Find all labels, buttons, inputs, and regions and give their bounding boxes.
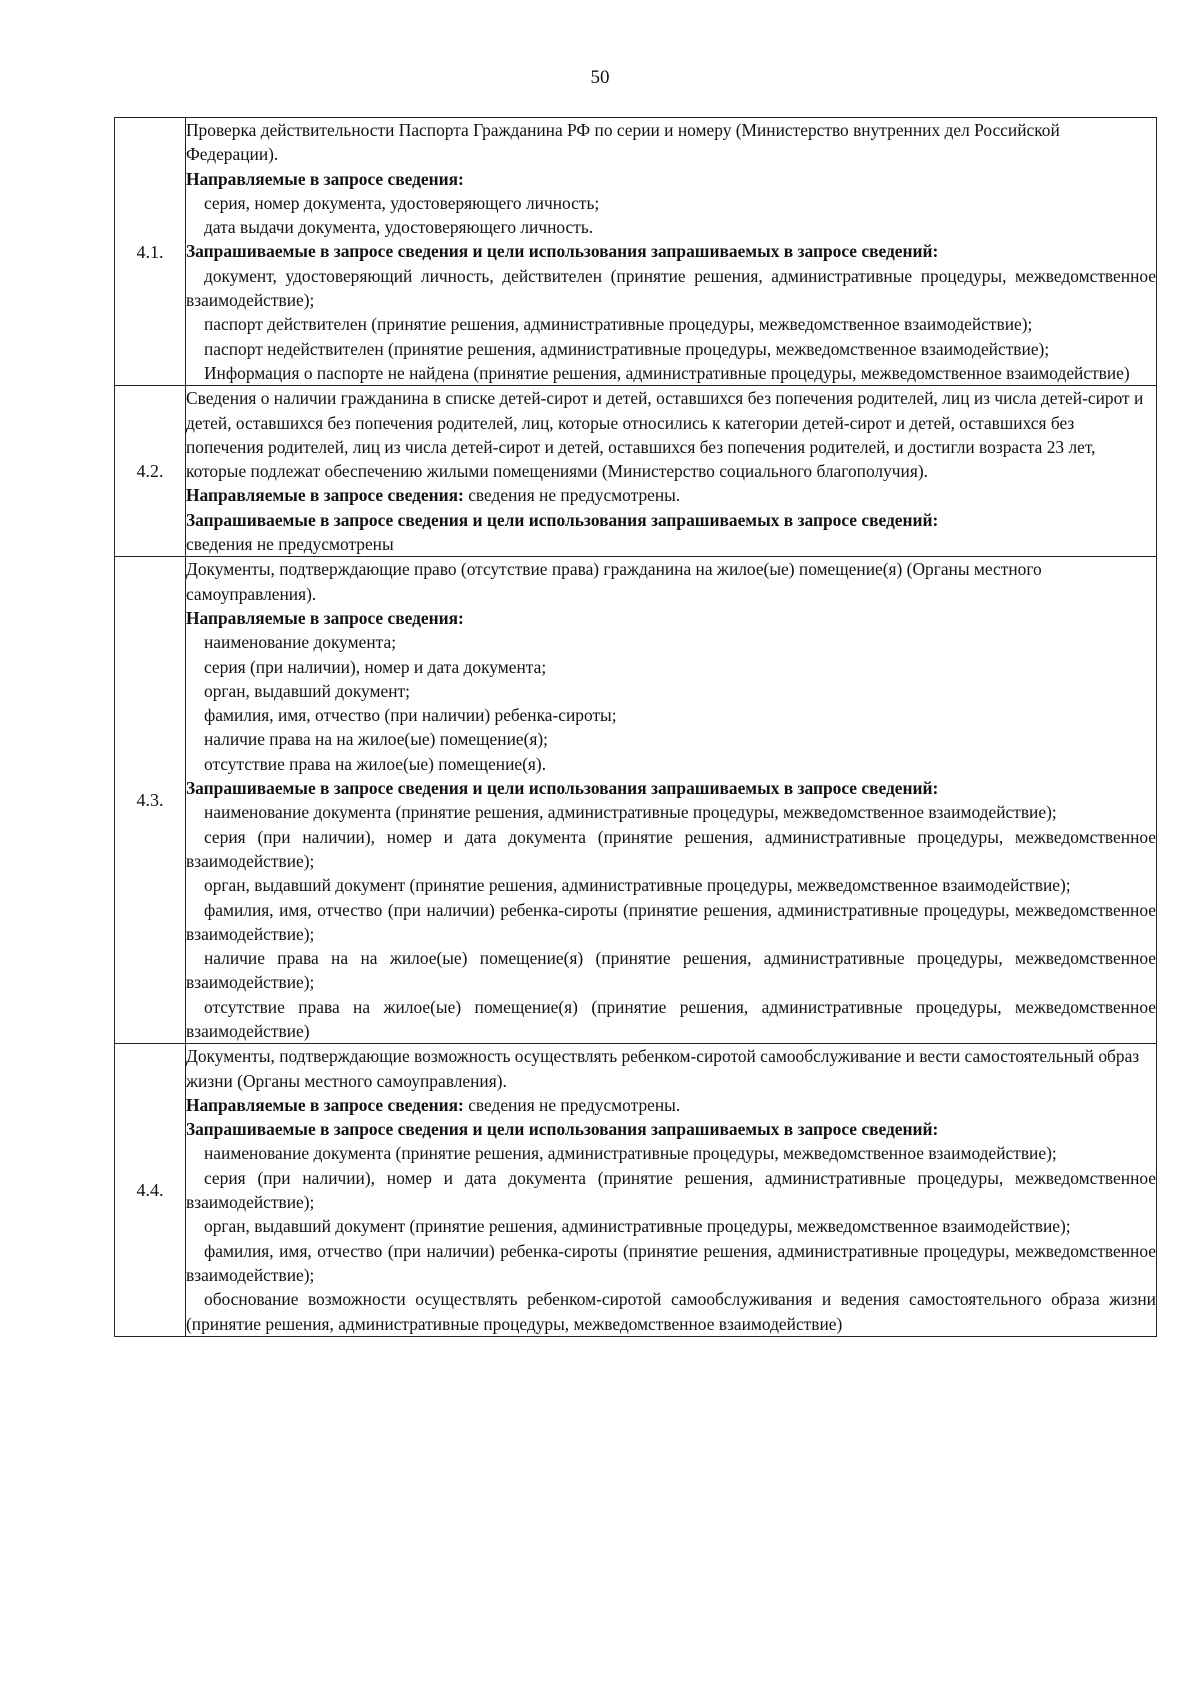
list-item: наименование документа (принятие решения, административные процедуры, межведомственное взаимодействие);: [204, 802, 1057, 823]
list-item: фамилия, имя, отчество (при наличии) ребенка-сироты (принятие решения, административные процедуры, межведомственное взаимодействие);: [186, 1240, 1156, 1285]
sent-label: Направляемые в запросе сведения:: [186, 607, 464, 628]
row-number: 4.1.: [115, 118, 186, 386]
row-title: Проверка действительности Паспорта Гражданина РФ по серии и номеру (Министерство внутренних дел Российской Федерации).: [186, 120, 1060, 165]
sent-line: [186, 483, 1156, 507]
list-item: паспорт недействителен (принятие решения, административные процедуры, межведомственное взаимодействие);: [204, 338, 1050, 359]
list-item: орган, выдавший документ;: [204, 680, 410, 701]
list-item: наименование документа (принятие решения, административные процедуры, межведомственное взаимодействие);: [204, 1143, 1057, 1164]
list-item: Информация о паспорте не найдена (принятие решения, административные процедуры, межведомственное взаимодействие): [204, 362, 1130, 383]
table-row: [115, 118, 1157, 386]
table-row: [115, 557, 1157, 1044]
list-item: наличие права на на жилое(ые) помещение(я);: [204, 729, 549, 750]
requested-label: Запрашиваемые в запросе сведения и цели использования запрашиваемых в запросе сведений:: [186, 509, 939, 530]
row-number: 4.2.: [115, 386, 186, 557]
list-item: серия (при наличии), номер и дата документа (принятие решения, административные процедуры, межведомственное взаимодействие);: [186, 1167, 1156, 1213]
requests-table: [114, 117, 1157, 1337]
list-item: паспорт действителен (принятие решения, административные процедуры, межведомственное взаимодействие);: [204, 314, 1033, 335]
row-content: [186, 118, 1157, 386]
list-item: обоснование возможности осуществлять ребенком-сиротой самообслуживания и ведения самостоятельного образа жизни (принятие решения, административные процедуры, межведомственное взаимодействие): [186, 1289, 1156, 1334]
requested-label: Запрашиваемые в запросе сведения и цели использования запрашиваемых в запросе сведений:: [186, 241, 939, 262]
list-item: документ, удостоверяющий личность, действителен (принятие решения, административные процедуры, межведомственное взаимодействие);: [186, 265, 1156, 311]
list-item: орган, выдавший документ (принятие решения, административные процедуры, межведомственное взаимодействие);: [204, 875, 1071, 896]
row-content: [186, 557, 1157, 1044]
sent-label: Направляемые в запросе сведения:: [186, 168, 464, 189]
sent-value: сведения не предусмотрены.: [463, 485, 681, 506]
row-number: 4.3.: [115, 557, 186, 1044]
list-item: наличие права на на жилое(ые) помещение(я) (принятие решения, административные процедуры, межведомственное взаимодействие);: [186, 948, 1156, 993]
row-title: Сведения о наличии гражданина в списке детей-сирот и детей, оставшихся без попечения родителей, лиц из числа детей-сирот и детей, оставшихся без попечения родителей, лиц, которые относились к категории детей-сирот и детей, оставшихся без попечения родителей, лиц из числа детей-сирот и детей, оставшихся без попечения родителей, и достигли возраста 23 лет, которые подлежат обеспечению жилыми помещениями (Министерство социального благополучия).: [186, 388, 1144, 482]
page-number: 50: [590, 67, 610, 88]
row-content: [186, 386, 1157, 557]
table-row: [115, 1044, 1157, 1337]
table-row: [115, 386, 1157, 557]
row-title: Документы, подтверждающие возможность осуществлять ребенком-сиротой самообслуживание и вести самостоятельный образ жизни (Органы местного самоуправления).: [186, 1046, 1140, 1091]
list-item: серия, номер документа, удостоверяющего личность;: [204, 192, 600, 213]
requested-value: сведения не предусмотрены: [186, 534, 394, 555]
row-title: Документы, подтверждающие право (отсутствие права) гражданина на жилое(ые) помещение(я) (Органы местного самоуправления).: [186, 559, 1042, 604]
sent-value: сведения не предусмотрены.: [463, 1094, 681, 1115]
list-item: фамилия, имя, отчество (при наличии) ребенка-сироты;: [204, 705, 617, 726]
sent-label: Направляемые в запросе сведения:: [186, 1094, 464, 1115]
list-item: отсутствие права на жилое(ые) помещение(я) (принятие решения, административные процедуры, межведомственное взаимодействие): [186, 996, 1156, 1041]
list-item: отсутствие права на жилое(ые) помещение(я).: [204, 753, 547, 774]
list-item: серия (при наличии), номер и дата документа (принятие решения, административные процедуры, межведомственное взаимодействие);: [186, 826, 1156, 871]
list-item: фамилия, имя, отчество (при наличии) ребенка-сироты (принятие решения, административные процедуры, межведомственное взаимодействие);: [186, 899, 1156, 944]
list-item: серия (при наличии), номер и дата документа;: [204, 656, 547, 677]
list-item: наименование документа;: [204, 632, 397, 653]
sent-label: Направляемые в запросе сведения:: [186, 485, 464, 506]
sent-line: [186, 1093, 1156, 1117]
list-item: дата выдачи документа, удостоверяющего личность.: [204, 217, 594, 238]
requested-label: Запрашиваемые в запросе сведения и цели использования запрашиваемых в запросе сведений:: [186, 778, 939, 799]
row-content: [186, 1044, 1157, 1337]
row-number: 4.4.: [115, 1044, 186, 1337]
requested-label: Запрашиваемые в запросе сведения и цели использования запрашиваемых в запросе сведений:: [186, 1119, 939, 1140]
list-item: орган, выдавший документ (принятие решения, административные процедуры, межведомственное взаимодействие);: [204, 1216, 1071, 1237]
